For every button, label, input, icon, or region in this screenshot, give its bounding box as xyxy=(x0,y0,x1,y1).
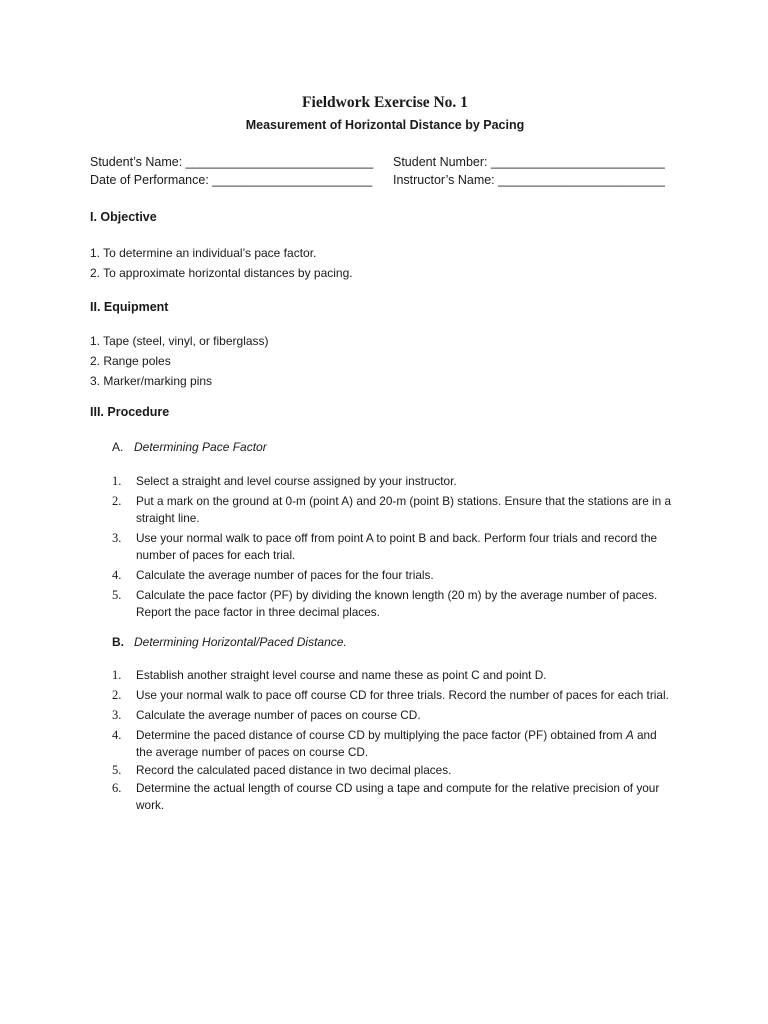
list-item xyxy=(90,687,680,704)
step-text: Put a mark on the ground at 0-m (point A) and 20-m (point B) stations. Ensure that the stations are in a straight line. xyxy=(136,494,672,525)
part-b-heading xyxy=(90,633,680,651)
part-a-letter: A. xyxy=(112,440,124,454)
objective-heading: I. Objective xyxy=(90,210,157,224)
procedure-heading: III. Procedure xyxy=(90,405,170,419)
list-item xyxy=(90,727,680,761)
student-info-block xyxy=(90,153,680,189)
equipment-list xyxy=(90,331,680,391)
step-text: Calculate the average number of paces on course CD. xyxy=(136,708,421,722)
step-number: 2. xyxy=(112,688,122,702)
step-number: 1. xyxy=(112,668,122,682)
step-number: 1. xyxy=(112,474,122,488)
list-item: 2. To approximate horizontal distances by pacing. xyxy=(90,266,353,280)
list-item xyxy=(90,567,680,584)
list-item xyxy=(90,493,680,527)
step-text: Use your normal walk to pace off from point A to point B and back. Perform four trials and record the number of paces for each trial. xyxy=(136,531,658,562)
list-item: 3. Marker/marking pins xyxy=(90,374,213,388)
equipment-heading: II. Equipment xyxy=(90,300,169,314)
step-number: 4. xyxy=(112,568,122,582)
step-text: Establish another straight level course and name these as point C and point D. xyxy=(136,668,547,682)
part-b-letter: B. xyxy=(112,635,124,649)
objective-list xyxy=(90,243,680,283)
part-b-title: Determining Horizontal/Paced Distance. xyxy=(134,635,347,649)
step-text: Select a straight and level course assigned by your instructor. xyxy=(136,474,457,488)
list-item: 2. Range poles xyxy=(90,354,171,368)
instructor-name-field: Instructor’s Name: ________________________ xyxy=(393,173,665,187)
step-text: Record the calculated paced distance in two decimal places. xyxy=(136,763,452,777)
part-a-heading xyxy=(90,438,680,456)
step-number: 3. xyxy=(112,531,122,545)
step-text: Use your normal walk to pace off course CD for three trials. Record the number of paces for each trial. xyxy=(136,688,669,702)
step-text: Calculate the average number of paces for the four trials. xyxy=(136,568,434,582)
list-item xyxy=(90,707,680,724)
list-item xyxy=(90,587,680,621)
list-item xyxy=(90,473,680,490)
step-number: 3. xyxy=(112,708,122,722)
step-number: 2. xyxy=(112,494,122,508)
step-text-part: Determine the paced distance of course CD by multiplying the pace factor (PF) obtained from xyxy=(136,728,626,742)
list-item xyxy=(90,780,680,814)
part-a-steps xyxy=(90,473,680,621)
step-number: 5. xyxy=(112,763,122,777)
step-number: 5. xyxy=(112,588,122,602)
step-number: 4. xyxy=(112,728,122,742)
part-a-title: Determining Pace Factor xyxy=(134,440,267,454)
step-text: Determine the actual length of course CD using a tape and compute for the relative precision of your work. xyxy=(136,781,660,812)
list-item xyxy=(90,762,680,779)
info-row-1 xyxy=(90,153,680,171)
document-subtitle: Measurement of Horizontal Distance by Pacing xyxy=(245,118,525,132)
step-number: 6. xyxy=(112,781,122,795)
part-b-steps xyxy=(90,667,680,814)
step-text-part: and the average number of paces on course CD. xyxy=(136,728,657,759)
date-of-performance-field: Date of Performance: _______________________ xyxy=(90,173,373,187)
document-page xyxy=(90,92,680,817)
list-item: 1. Tape (steel, vinyl, or fiberglass) xyxy=(90,334,269,348)
step-text: Calculate the pace factor (PF) by dividing the known length (20 m) by the average number of paces. Report the pace factor in three decimal places. xyxy=(136,588,658,619)
student-number-field: Student Number: _________________________ xyxy=(393,155,665,169)
step-text-italic: A xyxy=(625,728,634,742)
step-text xyxy=(136,727,676,761)
list-item xyxy=(90,530,680,564)
info-row-2 xyxy=(90,171,680,189)
document-title: Fieldwork Exercise No. 1 xyxy=(302,94,468,111)
list-item: 1. To determine an individual’s pace factor. xyxy=(90,246,317,260)
list-item xyxy=(90,667,680,684)
student-name-field: Student’s Name: ___________________________ xyxy=(90,155,374,169)
